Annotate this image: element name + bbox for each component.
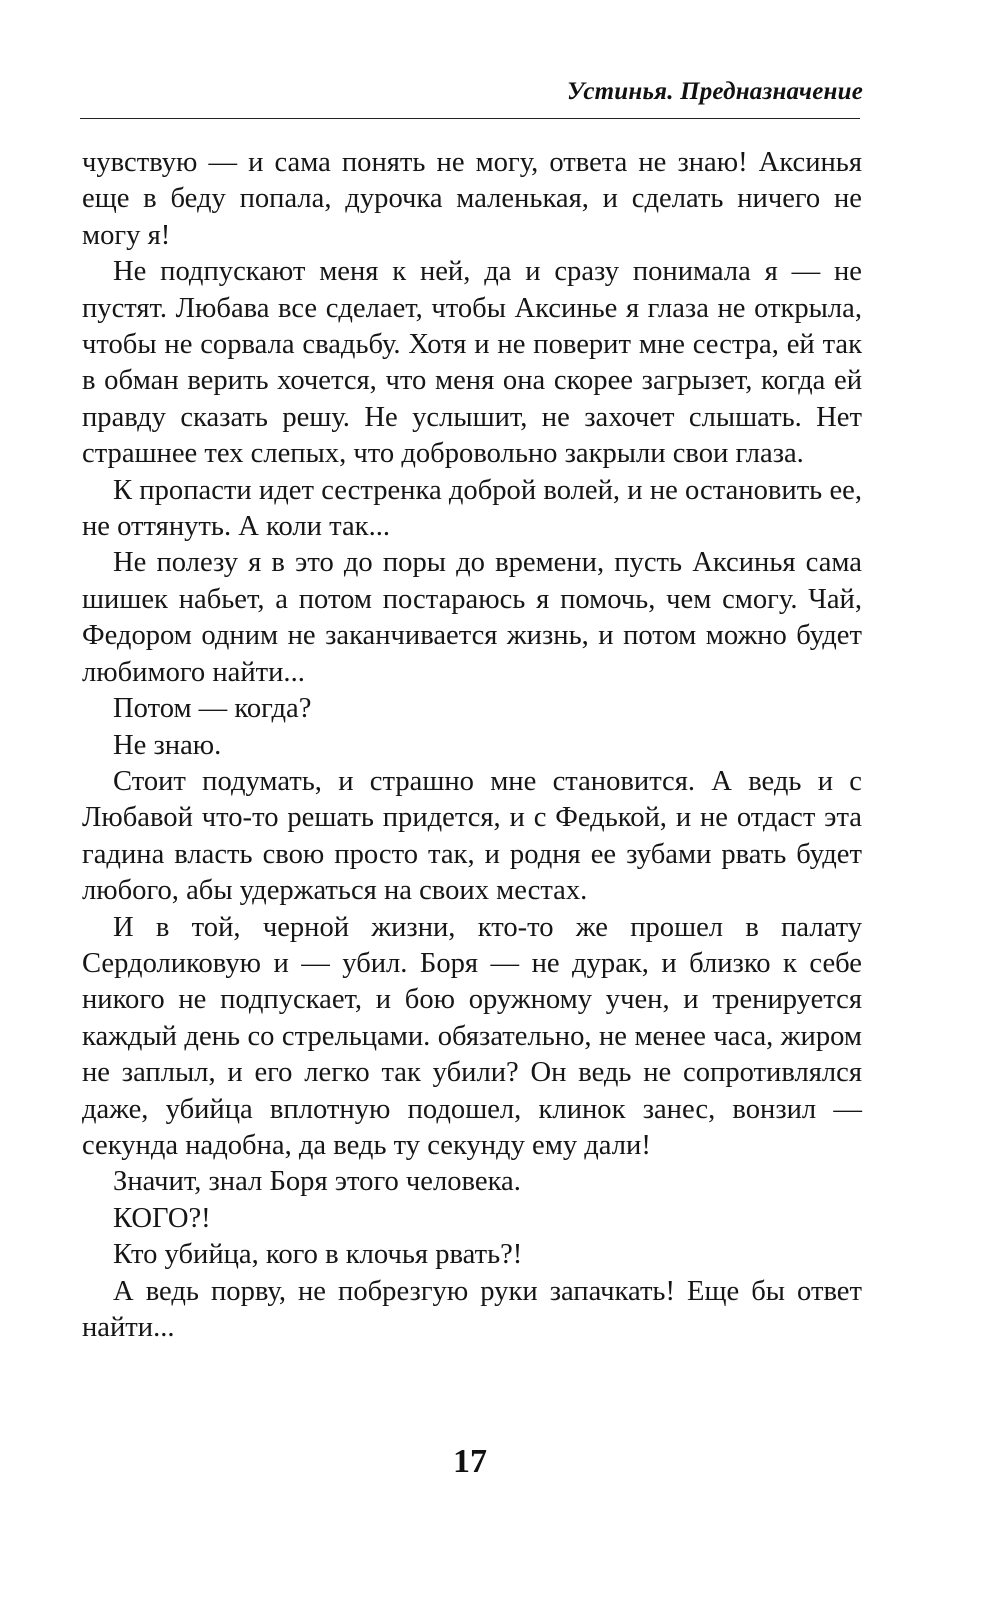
paragraph: Не подпускают меня к ней, да и сразу понимала я — не пустят. Любава все сделает, чтобы Аксинье я глаза не открыла, чтобы не сорвала свадьбу. Хотя и не поверит мне сестра, ей так в обман верить хочется, что меня она скорее загрызет, когда ей правду сказать решу. Не услышит, не захочет слышать. Нет страшнее тех слепых, что добровольно закрыли свои глаза. bbox=[82, 256, 862, 470]
paragraph: И в той, черной жизни, кто-то же прошел в палату Сердоликовую и — убил. Боря — не дурак, и близко к себе никого не подпускает, и бою оружному учен, и тренируется каждый день со стрельцами. обязательно, не менее часа, жиром не заплыл, и его легко так убили? Он ведь не сопротивлялся даже, убийца вплотную подошел, клинок занес, вонзил — секунда надобна, да ведь ту секунду ему дали! bbox=[82, 911, 862, 1161]
page-number: 17 bbox=[453, 1443, 487, 1480]
paragraph: Не знаю. bbox=[113, 729, 222, 761]
paragraph: Не полезу я в это до поры до времени, пусть Аксинья сама шишек набьет, а потом постараюсь я помочь, чем смогу. Чай, Федором одним не заканчивается жизнь, и потом можно будет любимого найти... bbox=[82, 547, 862, 688]
paragraph-continued: чувствую — и сама понять не могу, ответа не знаю! Аксинья еще в беду попала, дурочка маленькая, и сделать ничего не могу я! bbox=[82, 147, 862, 251]
paragraph: К пропасти идет сестренка доброй волей, и не остановить ее, не оттянуть. А коли так... bbox=[82, 474, 862, 543]
paragraph: КОГО?! bbox=[113, 1202, 211, 1234]
paragraph: Стоит подумать, и страшно мне становится. А ведь и с Любавой что-то решать придется, и с Федькой, и не отдаст эта гадина власть свою просто так, и родня ее зубами рвать будет любого, абы удержаться на своих местах. bbox=[82, 765, 862, 907]
running-head-title: Устинья. Предназначение bbox=[566, 78, 863, 105]
paragraph: А ведь порву, не побрезгую руки запачкать! Еще бы ответ найти... bbox=[82, 1275, 862, 1343]
paragraph: Потом — когда? bbox=[113, 693, 312, 725]
paragraph: Значит, знал Боря этого человека. bbox=[113, 1166, 521, 1198]
paragraph: Кто убийца, кого в клочья рвать?! bbox=[113, 1239, 523, 1271]
header-rule-divider bbox=[80, 118, 860, 119]
body-text bbox=[82, 145, 862, 1346]
